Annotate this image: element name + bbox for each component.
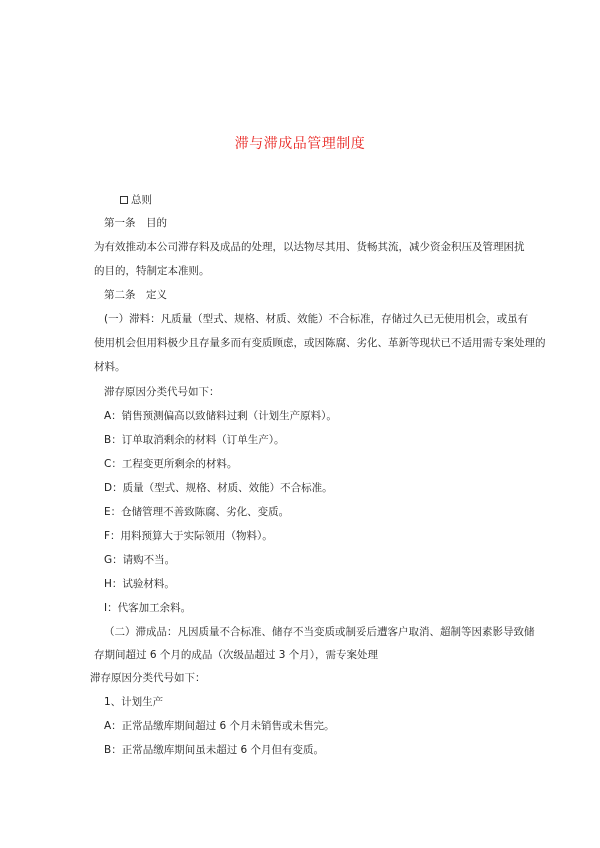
paragraph-line: （二）滞成品：凡因质量不合标准、储存不当变质或制妥后遭客户取消、超制等因素影导致储 — [104, 626, 535, 638]
list-item: D：质量（型式、规格、材质、效能）不合标准。 — [104, 482, 333, 494]
list-item: B：正常品缴库期间虽未超过 6 个月但有变质。 — [104, 744, 325, 756]
subsection-heading: 1、计划生产 — [104, 696, 164, 708]
list-item: A：正常品缴库期间超过 6 个月未销售或未售完。 — [104, 720, 335, 732]
paragraph-line: 存期间超过 6 个月的成品（次级品超过 3 个月），需专案处理 — [94, 649, 378, 661]
paragraph-line: (一）滞料：凡质量（型式、规格、材质、效能）不合标准，存储过久已无使用机会，或虽有 — [104, 313, 529, 325]
paragraph-line: 滞存原因分类代号如下： — [90, 672, 206, 684]
checkbox-square-icon — [120, 196, 128, 204]
list-item: G：请购不当。 — [104, 554, 176, 566]
paragraph-line: 为有效推动本公司滞存料及成品的处理，以达物尽其用、货畅其流，减少资金积压及管理困扰 — [94, 241, 525, 253]
paragraph-line: 材料。 — [94, 361, 126, 373]
list-item: A：销售预测偏高以致储料过剩（计划生产原料）。 — [104, 410, 337, 422]
article-2-heading: 第二条 定义 — [104, 289, 167, 301]
paragraph-line: 滞存原因分类代号如下： — [104, 386, 220, 398]
section-heading-general — [120, 193, 152, 207]
paragraph-line: 使用机会但用料极少且存量多而有变质顾虑，或因陈腐、劣化、革新等现状已不适用需专案处理的 — [94, 337, 546, 349]
paragraph-line: 的目的，特制定本准则。 — [94, 265, 210, 277]
list-item: I：代客加工余料。 — [104, 602, 192, 614]
list-item: E：仓储管理不善致陈腐、劣化、变质。 — [104, 506, 290, 518]
list-item: B：订单取消剩余的材料（订单生产）。 — [104, 434, 285, 446]
list-item: H：试验材料。 — [104, 578, 175, 590]
document-title: 滞与滞成品管理制度 — [234, 136, 366, 152]
list-item: C：工程变更所剩余的材料。 — [104, 458, 238, 470]
line-text: 总则 — [131, 194, 152, 206]
article-1-heading: 第一条 目的 — [104, 217, 167, 229]
list-item: F：用料预算大于实际领用（物料）。 — [104, 530, 273, 542]
